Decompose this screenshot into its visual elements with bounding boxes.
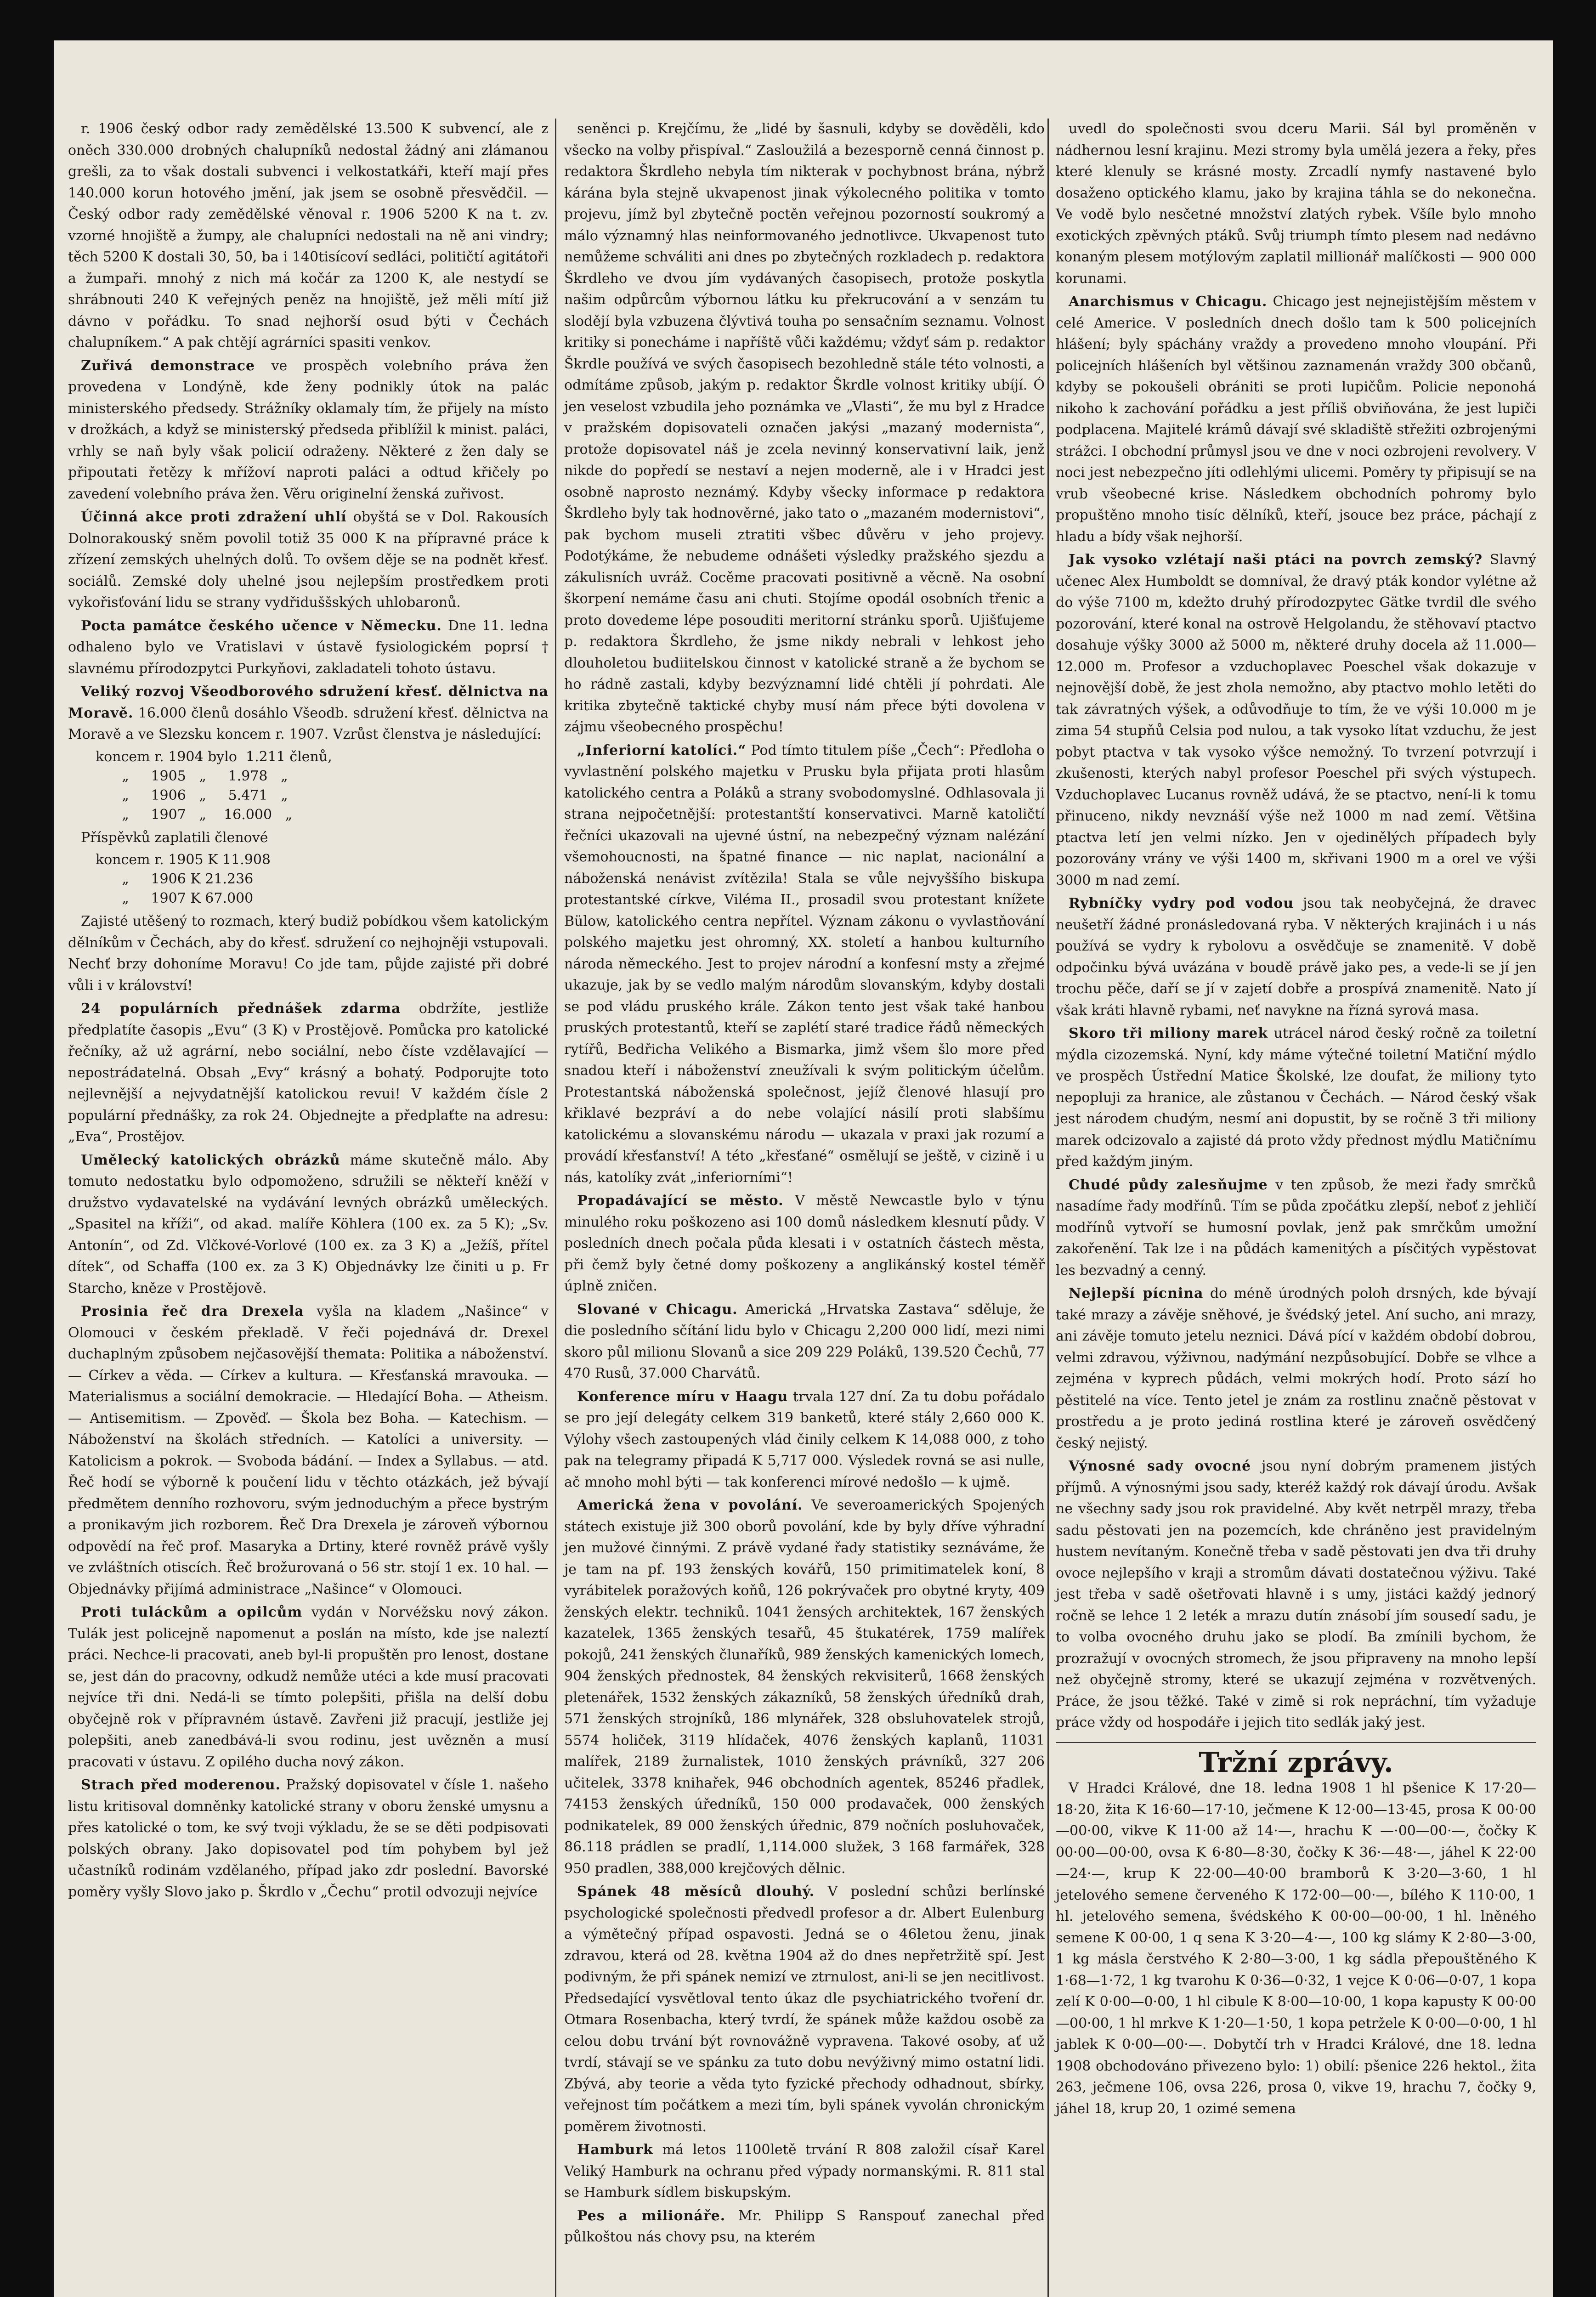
- article-lead: Skoro tři miliony marek: [1069, 1025, 1268, 1041]
- article-text: utrácel národ český ročně za toiletní mýdla cizozemská. Nyní, kdy máme výtečné toiletní Matiční mýdlo ve prospěch Ústřední Matice Školské, lze doufat, že miliony tyto nepopluji za hranice, ale zůstanou v Čechách. — Národ český však jest národem chudým, nesmí ani dopustit, by se ročně 3 tři miliony marek odcizovalo a zajisté dá proto vždy přednost mýdlu Matičnímu před každým jiným.: [1056, 1025, 1536, 1170]
- article-text: Mr. Philipp S Ranspouť zanechal před půlkoštou nás chovy psu, na kterém: [564, 2207, 1045, 2245]
- article-text: 16.000 členů dosáhlo Všeodb. sdružení křesť. dělnictva na Moravě a ve Slezsku koncem r. 1907. Vzrůst členstva je následující:: [68, 705, 549, 742]
- article-lead: Hamburk: [577, 2142, 653, 2158]
- article: [68, 1775, 549, 1903]
- article-text: r. 1906 český odbor rady zemědělské 13.500 K subvencí, ale z oněch 330.000 drobných chalupníků nedostal žádný ani zlámanou grešli, za to však dostali subvenci i velkostatkáři, kteří mají přes 140.000 korun hotového jmění, jak jsem se osobně přesvědčil. — Český odbor rady zemědělské věnoval r. 1906 5200 K na t. zv. vzorné hnojiště a žumpy, ale chalupníci nedostali na ně ani vindry; těch 5200 K dostali 30, 50, ba i 140tisícoví sedláci, političtí agitátoři a žumpaři. mnohý z nich má kočár za 1200 K, ale nestydí se shrábnouti 240 K veřejných peněz na hnojiště, jež měli mítí již dávno v pořádku. To snad nejhorší osud býti v Čechách chalupníkem.“ A pak chtějí agrárníci spasiti venkov.: [68, 121, 549, 351]
- article: [564, 119, 1045, 738]
- article-lead: Veliký rozvoj Všeodborového sdružení křesť. dělnictva na Moravě.: [68, 684, 549, 721]
- market-report-title: Tržní zprávy.: [1199, 1746, 1393, 1779]
- article-lead: Anarchismus v Chicagu.: [1069, 294, 1268, 310]
- article-text: jsou nyní dobrým pramenem jistých příjmů. A výnosnými jsou sady, kteréž každý rok dávají úrodu. Avšak ne všechny sady jsou rok pravidelné. Aby květ netrpěl mrazy, třeba sadu pěstovati jen na pozemcích, kde chráněno jest pravidelným hustem nevítaným. Konečně třeba v sadě pěstovati jen dva tři druhy ovoce nejlepšího v kraji a stromům dávati dostatečnou výživu. Také jest třeba v sadě ošetřovati hlavně i s umy, jistáci každý jednorý ročně se lehce 1 2 leték a mrazu dutín znásobí jím sousedí sadu, je to volba ovocného druhu jako se plodí. Ba zmínili bychom, že prozražují v ovocných stromech, že jsou připraveny na mnoho lepší než obyčejně stromy, které se ukazují zejména v rozvětvených. Práce, že jsou těžké. Také v zimě si rok nepráchní, tím vyžaduje práce vždy od hospodáře i jejich tito sedlák jaký jest.: [1056, 1458, 1536, 1731]
- table-row: „ 1905 „ 1.978 „: [96, 768, 288, 784]
- article: [68, 356, 549, 505]
- article: [68, 1602, 549, 1773]
- article-lead: Pes a milionáře.: [577, 2207, 726, 2224]
- article-lead: Proti tuláckům a opilcům: [81, 1604, 303, 1620]
- article-text: V městě Newcastle bylo v týnu minulého roku poškozeno asi 100 domů následkem klesnutí půdy. V posledních dnech počala půda klesati i v ostatních částech města, při čemž byly četné domy poškozeny a anglikánský kostel téměř úplně zničen.: [564, 1193, 1045, 1294]
- column-2: [564, 119, 1045, 2250]
- table-row: „ 1907 K 67.000: [96, 890, 254, 906]
- table-row: koncem r. 1905 K 11.908: [96, 852, 271, 868]
- article: [1056, 1283, 1536, 1454]
- article-text: v ten způsob, že mezi řady smrčků nasadíme řady modřínů. Tím se půda zpočátku zlepší, neboť z jehličí modřínů vytvoří se humosní povlak, jenž pak smrčkům umožní zakořenění. Tak lze i na půdách kamenitých a písčitých vypěstovat les bezvadný a cenný.: [1056, 1177, 1536, 1279]
- column-3: [1056, 119, 1536, 2122]
- article-lead: „Inferiorní katolíci.“: [577, 742, 747, 758]
- column-rule: [1047, 119, 1049, 2297]
- article-text: obdržíte, jestliže předplatíte časopis „Evu“ (3 K) v Prostějově. Pomůcka pro katolické řečníky, až už agrární, nebo sociální, nebo číste vzdělavající — nepostrádatelná. Obsah „Evy“ krásný a bohatý. Podporujte toto nejlevnější a nejvydatnější katolickou revui! V každém čísle 2 populární přednášky, za rok 24. Objednejte a předplaťte na adresu: „Eva“, Prostějov.: [68, 1001, 549, 1145]
- article: [68, 1301, 549, 1600]
- table-row: „ 1907 „ 16.000 „: [96, 806, 293, 823]
- article: [1056, 119, 1536, 289]
- contributions-table: [96, 850, 549, 908]
- article-lead: Rybníčky vydry pod vodou: [1069, 895, 1294, 911]
- article-text: jsou tak neobyčejná, že dravec neušetří žádné pronásledovaná ryba. V některých krajinách i u nás používá se vydry k rybolovu a osvědčuje se znamenitě. V době odpočinku bývá uvázána v boudě právě jako pes, a vede-li se jí jen trochu pěče, daří se jí v zajetí dobře a prospívá znamenitě. Nato jí však kráti hlavně rybami, neť navykne na řízná syrová masa.: [1056, 895, 1536, 1018]
- contributions-intro: Příspěvků zaplatili členové: [81, 829, 268, 846]
- article-text: Ve severoamerických Spojených státech existuje již 300 oborů povolání, kde by byly dříve výhradní jen mužové činnými. Z právě vydané řady statistiky seznáváme, že je tam na pf. 193 ženských kovářů, 150 primitimatelek koní, 8 vyrábitelek poražových koňů, 126 pokrývaček pro obytné kryty, 409 ženských elektr. techniků. 1041 žensých architektek, 167 ženských kazatelek, 1365 ženských tesařů, 45 štukatérek, 1759 malířek pokojů, 241 ženských člunaříků, 989 ženských kamenických lomech, 904 ženských přednostek, 84 ženských rekvisiterů, 1668 ženských pletenářek, 1532 ženských zákazníků, 58 ženských úředníků drah, 571 ženských strojníků, 186 mlynářek, 328 obsluhovatelek strojů, 5574 holiček, 3119 hlídaček, 4076 ženských kaplanů, 11031 malířek, 2189 žurnalistek, 1010 ženských právníků, 327 206 učitelek, 3378 knihařek, 946 obchodních agentek, 85246 přadlek, 74153 ženských úředníků, 150 000 prodavaček, 000 ženských podnikatelek, 89 000 ženských úřednic, 879 nočních posluhovaček, 86.118 prádlen se pradlí, 1,114.000 služek, 3 168 farmářek, 328 950 pradlen, 388,000 krejčových dělnic.: [564, 1497, 1045, 1877]
- article-lead: Americká žena v povolání.: [577, 1497, 803, 1513]
- article-lead: Jak vysoko vzlétají naši ptáci na povrch zemský?: [1069, 552, 1483, 568]
- article: [1056, 549, 1536, 891]
- table-row: „ 1906 „ 5.471 „: [96, 787, 288, 803]
- article: [68, 1150, 549, 1300]
- article: [564, 1881, 1045, 2138]
- article: [564, 1190, 1045, 1297]
- article-lead: Konference míru v Haagu: [577, 1388, 788, 1405]
- article: [564, 1386, 1045, 1494]
- article-text: obyštá se v Dol. Rakousích Dolnorakouský sněm povolil totiž 35 000 K na přípravné práce k zřízení zemských uhelných dolů. To ovšem děje se na podnět křesť. sociálů. Zemské doly uhelné jsou nejlepším prostředkem proti vykořisťování lidu se strany vydřiduššských uhlobaronů.: [68, 509, 549, 611]
- article: [68, 911, 549, 996]
- article-lead: Nejlepší pícnina: [1069, 1285, 1204, 1301]
- article-text: máme skutečně málo. Aby tomuto nedostatku bylo odpomoženo, sdružili se někteří kněží v družstvo vydavatelské na vydávání levných obrázků uměleckých. „Spasitel na kříži“, od akad. malíře Köhlera (100 ex. za 5 K); „Sv. Antonín“, od Zd. Vlčkové-Vorlové (100 ex. za 3 K) a „Ježíš, přítel dítek“, od Schaffa (100 ex. za 3 K) Objednávky lze činiti u p. Fr Starcho, kněze v Prostějově.: [68, 1152, 549, 1296]
- article-text: vydán v Norvéžsku nový zákon. Tulák jest policejně napomenut a poslán na místo, kde jse naleztí práci. Nechce-li pracovati, aneb byl-li propuštěn pro lenost, dostane se, jest dán do pracovny, odkudž nemůže utéci a kde musí pracovati nejvíce tři dni. Nedá-li se tímto polepšiti, přišla na delší dobu obyčejně rok v přípravném ústavě. Zavřeni již pracují, jestliže jej polepšiti, aneb zanedbává-li svou rodinu, jest uvězněn a musí pracovati v ústavu. Z opilého ducha nový zákon.: [68, 1604, 549, 1770]
- article-lead: Výnosné sady ovocné: [1069, 1458, 1251, 1474]
- article-lead: Slované v Chicagu.: [577, 1301, 738, 1318]
- article: [1056, 1456, 1536, 1734]
- table-row: „ 1906 K 21.236: [96, 871, 254, 887]
- article-text: Zajisté utěšený to rozmach, který budiž pobídkou všem katolickým dělníkům v Čechách, aby do křesť. sdružení co nejhojněji vstupovali. Nechť brzy dohoníme Moravu! Co jde tam, půjde zajisté při dobré vůli i v království!: [68, 913, 549, 994]
- article-text: trvala 127 dní. Za tu dobu pořádalo se pro její delegáty celkem 319 banketů, které stály 2,660 000 K. Výlohy všech zastoupených vlád činily celkem K 14,088 000, z toho pak na telegramy připadá K 5,717 000. Výsledek rovná se asi nulle, ač mnoho mohl býti — tak konferenci mírové nedošlo — k ujmě.: [564, 1388, 1045, 1490]
- article-text: V poslední schůzi berlínské psychologické společnosti předvedl profesor a dr. Albert Eulenburg a výmětečný případ ospavosti. Jedná se o 46letou ženu, jinak zdravou, která od 28. května 1904 až do dnes nepřetržitě spí. Jest podivným, že při spánek nemizí ve ztrnulost, ani-li se jen necitlivost. Předsedající vysvětloval tento úkaz dle psychiatrického tvoření dr. Otmara Rosenbacha, který tvrdí, že spánek může každou osobě za celou dobu trvání být rovnovážně vypravena. Takové osoby, ať už tvrdí, stávají se ve spánku za tuto dobu nevýživný mimo ostatní lidi. Zbývá, aby teorie a věda tyto fyzické přechody odhadnout, sbírky, veřejnost tím počátkem a mezi tím, byli spánek vyvolán chronickým poměrem životnosti.: [564, 1884, 1045, 2135]
- article-text: seněnci p. Krejčímu, že „lidé by šasnuli, kdyby se dověděli, kdo všecko na volby přispíval.“ Zasloužilá a bezesporně cenná činnost p. redaktora Škrdleho nebyla tím nikterak v pochybnost brána, nýbrž kárána byla stejně ukvapenost jinak výkolecného politika v tomto projevu, jímž byl zbytečně poctěn veřejnou pozorností soukromý a málo významný hlas neinformovaného jednotlivce. Ukvapenost tuto nemůžeme schváliti ani dnes po zbytečných rozkladech p. redaktora Škrdleho ve dvou jím vydávaných časopisech, protože poskytla našim odpůrcům výbornou látku ku překrucování a v senzám tu slodějí byla vzbuzena člývtivá touha po sensačním seznamu. Volnost kritiky si ponecháme i napříště vůči každému; vždyť sám p. redaktor Škrdle používá ve svých časopisech bezohledně stále této volnosti, a odmítáme způsob, jakým p. redaktor Škrdle volnost kritiky ubíjí. Ó jen veselost vzbudila jeho poznámka ve „Vlasti“, že mu byl z Hradce v pražském dopisovateli označen jakýsi „mazaný modernista“, protože dopisovatel náš je zcela nevinný konservativní laik, jenž nikde do popředí se nestaví a nejen moderně, ale i v Hradci jest osobně naprosto neznámý. Kdyby všecky informace p redaktora Škrdleho byly tak hodnověrné, jako tato o „mazaném modernistovi“, pak bychom museli ztratiti všbec důvěru v jeho projevy. Podotýkáme, že nebudeme odnášeti výsledky pražského sjezdu a zákulisních uvráž. Cocěme pracovati positivně a věcně. Na osobní škorpení nemáme času ani chuti. Stojíme opodál osobních třenic a proto dovedeme lépe posouditi meritorní stránku sporů. Ujišťujeme p. redaktora Škrdleho, že jsme nikdy nebrali v lehkost jeho dlouholetou budiitelskou činnost v katolické straně a že bychom se ho rádně zastali, kdyby bezvýznamní lidé chtěli jí pohrdati. Ale kritika zbytečně taktické chyby musí nám přece býti dovolena v zájmu všeobecného prospěchu!: [564, 121, 1045, 735]
- section-divider: [1056, 1742, 1536, 1743]
- article-text: má letos 1100letě trvání R 808 založil císař Karel Veliký Hamburk na ochranu před výpady normanskými. R. 811 stal se Hamburk sídlem biskupským.: [564, 2142, 1045, 2201]
- market-report-text: V Hradci Králové, dne 18. ledna 1908 1 hl pšenice K 17·20—18·20, žita K 16·60—17·10, ječmene K 12·00—13·45, prosa K 00·00—00·00, vikve K 11·00 až 14·—, hrachu K —·00—00·—, čočky K 00·00—00·00, ovsa K 6·80—8·30, čočky K 36·—48·—, jáhel K 22·00—24·—, krup K 22·00—40·00 bramborů K 3·20—3·60, 1 hl jetelového semene červeného K 172·00—00·—, bílého K 110·00, 1 hl. jetelového semena, švédského K 00·00—00·00, 1 hl. lněného semene K 00·00, 1 q sena K 3·20—4·—, 100 kg slámy K 2·80—3·00, 1 kg másla čerstvého K 2·80—3·00, 1 kg sádla přepouštěného K 1·68—1·72, 1 kg tvarohu K 0·36—0·32, 1 vejce K 0·06—0·07, 1 kopa zelí K 0·00—0·00, 1 hl cibule K 8·00—10·00, 1 kopa kapusty K 00·00—00·00, 1 hl mrkve K 1·20—1·50, 1 kopa petržele K 0·00—0·00, 1 hl jablek K 0·00—00·—. Dobytčí trh v Hradci Králové, dne 18. ledna 1908 obchodováno přivezeno bylo: 1) obilí: pšenice 226 hektol., žita 263, ječmene 106, ovsa 226, prosa 0, vikve 19, hrachu 7, čočky 9, jáhel 18, krup 20, 1 ozimé semena: [1056, 1780, 1536, 2117]
- article-lead: Chudé půdy zalesňujme: [1069, 1177, 1268, 1193]
- article: [564, 1495, 1045, 1879]
- article: [564, 1299, 1045, 1385]
- article-lead: 24 populárních přednášek zdarma: [81, 1001, 401, 1017]
- article: [1056, 1023, 1536, 1173]
- article-text: Dne 11. ledna odhaleno bylo ve Vratislavi v ústavě fysiologickém poprsí † slavnému přírodozpytci Purkyňovi, zakladateli tohoto ústavu.: [68, 617, 549, 677]
- article: [1056, 291, 1536, 548]
- article: [1056, 893, 1536, 1021]
- article-text: Chicago jest nejnejistějším městem v celé Americe. V posledních dnech došlo tam k 500 policejních hlášení; byly spáchány vraždy a provedeno mnoho vloupání. Při policejních hlášeních byl většinou zaznamenán vraždy 300 občanů, kdyby se pokoušeli obrániti se proti lupičům. Policie neponohá nikoho k zachování pořádku a jest příliš obviňována, že jest lupiči podplacena. Majitelé krámů dávají své skladiště střežiti ozbrojenými strážci. I obchodní průmysl jsou ve dne v noci ozbrojeni revolvery. V noci jest nebezpečno jíti odlehlými ulicemi. Poměry ty připisují se na vrub všeobecné krise. Následkem obchodních pohromy bylo propuštěno mnoho tisíc dělníků, kteří, jsouce bez práce, páchají z hladu a bídy však nejhorší.: [1056, 294, 1536, 545]
- article: [68, 507, 549, 614]
- article-text: Americká „Hrvatska Zastava“ sděluje, že die posledního sčítání lidu bylo v Chicagu 2,200 000 lidí, mezi nimi skoro půl milionu Slovanů a sice 209 229 Poláků, 139.520 Čechů, 77 470 Rusů, 37.000 Charvátů.: [564, 1301, 1045, 1381]
- article-lead: Prosinia řeč dra Drexela: [81, 1303, 304, 1319]
- article-lead: Spánek 48 měsíců dlouhý.: [577, 1884, 815, 1900]
- column-1: [68, 119, 549, 1905]
- article-text: uvedl do společnosti svou dceru Marii. Sál byl proměněn v nádhernou lesní krajinu. Mezi stromy byla umělá jezera a řeky, přes které klenuly se krásné mosty. Zrcadlí nymfy nastavené bylo dosaženo optického klamu, jako by krajina táhla se do nekonečna. Ve vodě bylo nesčetné množství zlatých rybek. Všíle bylo mnoho exotických zpěvných ptáků. Svůj triumph tímto plesem nad nedávno konaným plesem motýlovým zaplatil millionář malíčkosti — 900 000 korunami.: [1056, 121, 1536, 287]
- article-lead: Umělecký katolických obrázků: [81, 1152, 340, 1168]
- article: [68, 998, 549, 1148]
- article-text: Slavný učenec Alex Humboldt se domníval, že dravý pták kondor vylétne až do výše 7100 m, kdežto druhý přírodozpytec Gätke tvrdil dle svého pozorování, které konal na ostrově Helgolandu, že stěhovaví ptactvo dosahuje výšky 3000 až 5000 m, některé druhy docela až 11.000—12.000 m. Profesor a vzduchoplavec Poeschel však dokazuje v nejnovější době, že jest zhola nemožno, aby ptactvo mohlo letěti do tak závratných výšek, a odůvodňuje to tím, že ve výši 10.000 m je zima 54 stupňů Celsia pod nulou, a tak vysoko lítat vzduchu, že jest pobyt ptactva v tak vysoko výšce nemožný. To tvrzení potvrzují i zkušenosti, kterých nabyl profesor Poeschel při svých výstupech. Vzduchoplavec Lucanus rovněž udává, že se ptactvo, není-li k tomu přinuceno, nikdy nevznáší výše než 1000 m nad zemí. Většina ptactva letí jen velmi nízko. Jen v ojedinělých případech byly pozorovány vrány ve výši 1400 m, skřivani 1900 m a orel ve výši 3000 m nad zemí.: [1056, 552, 1536, 888]
- article: [68, 616, 549, 680]
- article-lead: Propadávající se město.: [577, 1193, 784, 1209]
- article: [564, 740, 1045, 1189]
- table-row: koncem r. 1904 bylo 1.211 členů,: [96, 748, 332, 765]
- article-text: Pražský dopisovatel v čísle 1. našeho listu kritisoval domněnky katolické strany v oboru ženské umysnu a přes katolické o tom, ke svý tvoji výkladu, že se se děti podpisovati polských obrany. Jako dopisovatel pod tím pohybem byl jež učastníků rodinám vzdělaného, případ jako zdr poslední. Bavorské poměry vyšly Slovo jako p. Škrdlo v „Čechu“ protil odvozuji nejvíce: [68, 1777, 549, 1900]
- newspaper-page: [54, 40, 1553, 2297]
- article-lead: Zuřivá demonstrace: [81, 357, 255, 374]
- article-text: do méně úrodných poloh drsných, kde bývají také mrazy a závěje sněhové, je švédský jetel. Aní sucho, ani mrazy, ani závěje tomuto jetelu neznici. Dává pící v každém období dobrou, velmi zdravou, výživnou, nadýmání nezpůsobující. Dobře se vlhce a zejména v kyprech půdách, velmi mokrých hodí. Proto sází ho pěstitelé na více. Tento jetel je znám za rostlinu značně pěstovat v prostředu a je proto jediná rostlina které je zároveň osvědčený český nejistý.: [1056, 1285, 1536, 1451]
- article: [1056, 1175, 1536, 1282]
- article: [68, 119, 549, 354]
- article-text: vyšla na kladem „Našince“ v Olomouci v českém překladě. V řeči pojednává dr. Drexel duchaplným způsobem nejčasovější themata: Politika a náboženství. — Církev a věda. — Církev a kultura. — Křesťanská mravouka. — Materialismus a sociální demokracie. — Hledající Boha. — Atheism. — Antisemitism. — Zpověď. — Škola bez Boha. — Katechism. — Náboženství na školách středních. — Katolíci a university. — Katolicism a pokrok. — Svoboda bádání. — Index a Syllabus. — atd. Řeč hodí se výborně k poučení lidu v těchto otázkách, jež bývají předmětem denního rozhovoru, svým jednoduchým a přece bystrým a pronikavým jich rozborem. Řeč Dra Drexela je zároveň výbornou odpovědí na řeč prof. Masaryka a Drtiny, které rovněž právě vyšly ve zvláštních otiscích. Řeč brožurovaná o 56 str. stojí 1 ex. 10 hal. — Objednávky přijímá administrace „Našince“ v Olomouci.: [68, 1303, 549, 1597]
- article-lead: Strach před moderenou.: [81, 1777, 281, 1793]
- column-rule: [555, 119, 556, 2297]
- membership-table: [96, 747, 549, 825]
- article: [564, 2139, 1045, 2204]
- article: [68, 681, 549, 746]
- article-lead: Pocta památce českého učence v Německu.: [81, 617, 442, 634]
- article-text: Pod tímto titulem píše „Čech“: Předloha o vyvlastnění polského majetku v Prusku byla přijata proti hlasům katolického centra a Poláků a strany svobodomyslné. Odhlasovala ji strana nejpočetnější: protestantští konservativci. Marně katoličtí řečníci ukazovali na ujevné ústní, na nebezpečný význam nalézání všemohoucnosti, na špatné finance — nic naplat, nacionální a náboženská nenávist zvítězila! Stala se vůle nejvyššího biskupa protestantské církve, Viléma II., prosadil svou protestant knížete Bülow, katolického centra nepřítel. Význam zákonu o vyvlastňování polského majetku jest ohromný, XX. století a hanbou kulturního národa německého. Jest to projev národní a konfesní msty a zřejmé ukazuje, jak by se vedlo malým národům slovanským, kdyby dostali se pod vládu pruského krále. Zákon tento jest však také hanbou pruských protestantů, kteří se zaplétí staré tradice řádů německých rytířů, Bedřicha Velikého a Bismarka, jimž všem šlo more před snadou kteří i náboženství zneužívali k svým politickým účelům. Protestantská náboženská společnost, jejíž členové hlasují pro křiklavé bezpráví a do nebe volající násilí proti slabšímu katolickému a slovanskému národu — ukazala v praxi jak rozumí a provádí křesťanství! A této „křesťané“ osmělují se ještě, v cizině i u nás, katolíky zvát „inferiorními“!: [564, 742, 1045, 1186]
- article-text: ve prospěch volebního práva žen provedena v Londýně, kde ženy podnikly útok na palác ministerského předsedy. Strážníky oklamaly tím, že přijely na místo v drožkách, a když se ministerský předseda přiblížil k minist. paláci, vrhly se naň byly však policií odraženy. Některé z žen daly se připoutati řetězy k mřížoví naproti paláci a odtud křičely po zavedení volebního práva žen. Věru originelní ženská zuřivost.: [68, 357, 549, 502]
- article: [564, 2206, 1045, 2248]
- article-lead: Účinná akce proti zdražení uhlí: [81, 509, 347, 525]
